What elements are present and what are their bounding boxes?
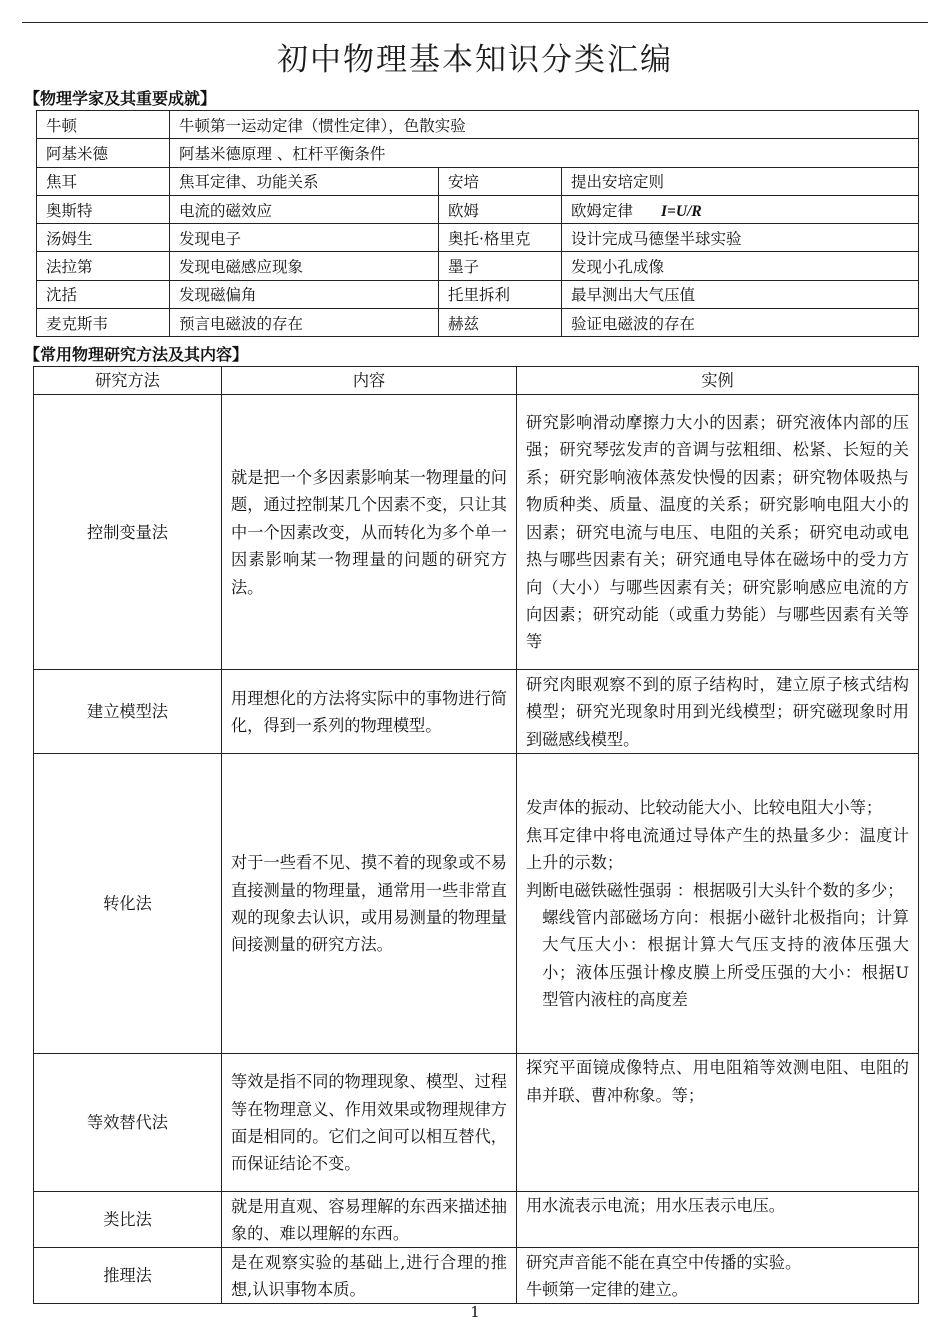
method-content: 就是用直观、容易理解的东西来描述抽象的、难以理解的东西。 (222, 1192, 517, 1248)
physicist-name: 阿基米德 (37, 139, 170, 167)
table-row (37, 139, 919, 167)
physicist-achievement: 发现小孔成像 (562, 252, 919, 280)
table-row (37, 309, 919, 337)
physicist-achievement: 提出安培定则 (562, 167, 919, 195)
example-line: 判断电磁铁磁性强弱 ：根据吸引大头针个数的多少； (526, 880, 904, 900)
section-heading-physicists: 【物理学家及其重要成就】 (24, 89, 217, 108)
example-line: 研究肉眼观察不到的原子结构时，建立原子核式结构模型；研究光现象时用到光线模型；研究磁现象时用到磁感线模型。 (526, 674, 909, 749)
method-name: 推理法 (34, 1248, 222, 1304)
physicist-achievement: 验证电磁波的存在 (562, 309, 919, 337)
method-name: 控制变量法 (34, 395, 222, 670)
physicist-name: 汤姆生 (37, 224, 170, 252)
ohm-formula: I=U/R (661, 202, 702, 220)
table-row (34, 754, 919, 1054)
physicist-name: 托里拆利 (439, 280, 562, 308)
physicist-achievement: 发现电磁感应现象 (170, 252, 439, 280)
method-content: 就是把一个多因素影响某一物理量的问题，通过控制某几个因素不变，只让其中一个因素改变，从而转化为多个单一因素影响某一物理量的问题的研究方法。 (222, 395, 517, 670)
method-content: 是在观察实验的基础上,进行合理的推想,认识事物本质。 (222, 1248, 517, 1304)
method-examples (517, 670, 919, 754)
example-line: 牛顿第一定律的建立。 (526, 1279, 688, 1299)
table-row (34, 395, 919, 670)
table-row (37, 252, 919, 280)
physicist-achievement: 焦耳定律、功能关系 (170, 167, 439, 195)
physicist-achievement: 最早测出大气压值 (562, 280, 919, 308)
top-rule (22, 22, 928, 23)
example-line: 发声体的振动、比较动能大小、比较电阻大小等； (526, 798, 883, 818)
physicist-achievement: 发现电子 (170, 224, 439, 252)
method-examples (517, 754, 919, 1054)
table-row (37, 195, 919, 223)
method-examples (517, 1248, 919, 1304)
method-examples (517, 1054, 919, 1192)
methods-table (33, 366, 919, 1304)
example-line: 研究声音能不能在真空中传播的实验。 (526, 1252, 802, 1272)
physicist-name: 沈括 (37, 280, 170, 308)
physicist-achievement: 牛顿第一运动定律（惯性定律），色散实验 (170, 111, 919, 139)
physicist-achievement: 电流的磁效应 (170, 195, 439, 223)
physicist-name: 墨子 (439, 252, 562, 280)
table-row (34, 1192, 919, 1248)
physicist-name: 牛顿 (37, 111, 170, 139)
physicist-achievement: 设计完成马德堡半球实验 (562, 224, 919, 252)
achievement-text: 欧姆定律 (571, 201, 634, 220)
section-heading-methods: 【常用物理研究方法及其内容】 (24, 345, 249, 364)
method-content: 用理想化的方法将实际中的事物进行简化，得到一系列的物理模型。 (222, 670, 517, 754)
physicist-name: 奥斯特 (37, 195, 170, 223)
page-title: 初中物理基本知识分类汇编 (277, 42, 673, 78)
physicist-name: 麦克斯韦 (37, 309, 170, 337)
physicist-name: 奥托·格里克 (439, 224, 562, 252)
physicist-achievement: 阿基米德原理 、杠杆平衡条件 (170, 139, 919, 167)
table-row (34, 1248, 919, 1304)
table-row (37, 224, 919, 252)
example-line: 螺线管内部磁场方向：根据小磁针北极指向；计算大气压大小：根据计算大气压支持的液体压强大小；液体压强计橡皮膜上所受压强的大小：根据U型管内液柱的高度差 (542, 907, 909, 1010)
physicist-achievement: 发现磁偏角 (170, 280, 439, 308)
method-examples (517, 395, 919, 670)
example-line: 探究平面镜成像特点、用电阻箱等效测电阻、电阻的串并联、曹冲称象。等； (526, 1058, 909, 1105)
table-header-row (34, 367, 919, 395)
table-row (37, 167, 919, 195)
physicist-name: 焦耳 (37, 167, 170, 195)
example-line: 研究影响滑动摩擦力大小的因素；研究液体内部的压强；研究琴弦发声的音调与弦粗细、松紧、长短的关系；研究影响液体蒸发快慢的因素；研究物体吸热与物质种类、质量、温度的关系；研究影响电阻大小的因素；研究电流与电压、电阻的关系；研究电动或电热与哪些因素有关；研究通电导体在磁场中的受力方向（大小）与哪些因素有关；研究影响感应电流的方向因素；研究动能（或重力势能）与哪些因素有关等等 (526, 413, 909, 652)
column-header: 内容 (222, 367, 517, 395)
method-name: 等效替代法 (34, 1054, 222, 1192)
column-header: 实例 (517, 367, 919, 395)
table-row (37, 111, 919, 139)
method-content: 等效是指不同的物理现象、模型、过程等在物理意义、作用效果或物理规律方面是相同的。它们之间可以相互替代，而保证结论不变。 (222, 1054, 517, 1192)
method-name: 转化法 (34, 754, 222, 1054)
table-row (34, 670, 919, 754)
physicists-table (36, 110, 919, 337)
method-content: 对于一些看不见、摸不着的现象或不易直接测量的物理量，通常用一些非常直观的现象去认识，或用易测量的物理量间接测量的研究方法。 (222, 754, 517, 1054)
page-number: 1 (470, 1303, 480, 1321)
physicist-name: 安培 (439, 167, 562, 195)
method-name: 类比法 (34, 1192, 222, 1248)
table-row (34, 1054, 919, 1192)
physicist-name: 欧姆 (439, 195, 562, 223)
physicist-name: 法拉第 (37, 252, 170, 280)
physicist-achievement: 预言电磁波的存在 (170, 309, 439, 337)
physicist-name: 赫兹 (439, 309, 562, 337)
column-header: 研究方法 (34, 367, 222, 395)
method-name: 建立模型法 (34, 670, 222, 754)
method-examples (517, 1192, 919, 1248)
table-row (37, 280, 919, 308)
example-line: 用水流表示电流；用水压表示电压。 (526, 1196, 785, 1216)
example-line: 焦耳定律中将电流通过导体产生的热量多少：温度计上升的示数； (526, 825, 909, 873)
physicist-achievement (562, 195, 919, 223)
